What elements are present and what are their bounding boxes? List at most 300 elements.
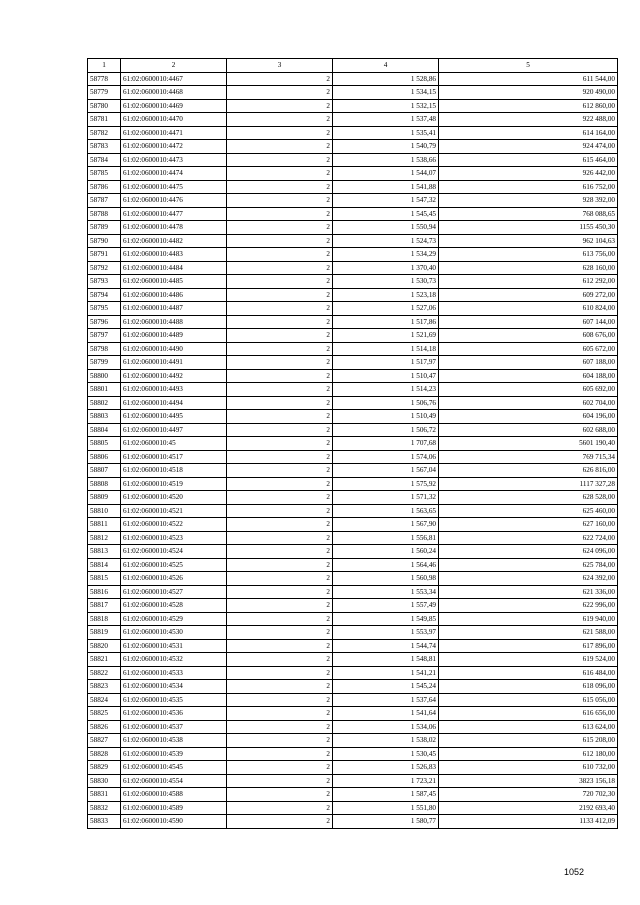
cell-row-number: 58787: [88, 194, 121, 208]
cell-cadastral-number: 61:02:0600010:4525: [121, 558, 227, 572]
cell-specific-value: 1 545,45: [333, 207, 439, 221]
cell-cadastral-value: 2192 693,40: [439, 801, 618, 815]
cell-category-code: 2: [227, 248, 333, 262]
cell-cadastral-number: 61:02:0600010:4467: [121, 72, 227, 86]
cell-row-number: 58790: [88, 234, 121, 248]
cell-category-code: 2: [227, 518, 333, 532]
cell-category-code: 2: [227, 221, 333, 235]
cell-category-code: 2: [227, 531, 333, 545]
cell-category-code: 2: [227, 288, 333, 302]
cell-specific-value: 1 540,79: [333, 140, 439, 154]
cell-category-code: 2: [227, 369, 333, 383]
cell-cadastral-number: 61:02:0600010:4532: [121, 653, 227, 667]
cell-cadastral-number: 61:02:0600010:4533: [121, 666, 227, 680]
table-row: [88, 86, 618, 100]
cell-category-code: 2: [227, 707, 333, 721]
cell-row-number: 58807: [88, 464, 121, 478]
cell-row-number: 58815: [88, 572, 121, 586]
cell-specific-value: 1 541,88: [333, 180, 439, 194]
cell-specific-value: 1 587,45: [333, 788, 439, 802]
cell-category-code: 2: [227, 329, 333, 343]
cell-category-code: 2: [227, 194, 333, 208]
cell-cadastral-number: 61:02:0600010:4484: [121, 261, 227, 275]
cell-specific-value: 1 538,66: [333, 153, 439, 167]
table-row: [88, 612, 618, 626]
table-row: [88, 734, 618, 748]
cell-category-code: 2: [227, 464, 333, 478]
table-row: [88, 248, 618, 262]
cell-specific-value: 1 560,24: [333, 545, 439, 559]
cell-cadastral-value: 625 784,00: [439, 558, 618, 572]
cell-category-code: 2: [227, 315, 333, 329]
cell-cadastral-number: 61:02:0600010:4487: [121, 302, 227, 316]
table-row: [88, 383, 618, 397]
header-cell-5: 5: [439, 59, 618, 73]
cell-row-number: 58811: [88, 518, 121, 532]
cell-cadastral-value: 922 488,00: [439, 113, 618, 127]
cell-cadastral-value: 613 756,00: [439, 248, 618, 262]
cell-cadastral-value: 619 524,00: [439, 653, 618, 667]
cell-row-number: 58828: [88, 747, 121, 761]
cell-category-code: 2: [227, 572, 333, 586]
cell-row-number: 58833: [88, 815, 121, 829]
cell-specific-value: 1 547,32: [333, 194, 439, 208]
cell-cadastral-number: 61:02:0600010:4517: [121, 450, 227, 464]
cell-cadastral-number: 61:02:0600010:4482: [121, 234, 227, 248]
cell-category-code: 2: [227, 261, 333, 275]
table-row: [88, 693, 618, 707]
cell-category-code: 2: [227, 626, 333, 640]
table-row: [88, 626, 618, 640]
table-row: [88, 288, 618, 302]
cell-row-number: 58825: [88, 707, 121, 721]
cell-cadastral-number: 61:02:0600010:4472: [121, 140, 227, 154]
cell-row-number: 58799: [88, 356, 121, 370]
table-row: [88, 140, 618, 154]
cell-specific-value: 1 560,98: [333, 572, 439, 586]
cell-category-code: 2: [227, 356, 333, 370]
cell-cadastral-number: 61:02:0600010:4477: [121, 207, 227, 221]
cell-category-code: 2: [227, 167, 333, 181]
table-row: [88, 491, 618, 505]
cell-specific-value: 1 514,18: [333, 342, 439, 356]
cell-category-code: 2: [227, 491, 333, 505]
cell-row-number: 58820: [88, 639, 121, 653]
cell-cadastral-value: 611 544,00: [439, 72, 618, 86]
cell-cadastral-value: 926 442,00: [439, 167, 618, 181]
table-row: [88, 167, 618, 181]
cell-cadastral-value: 1117 327,28: [439, 477, 618, 491]
cell-specific-value: 1 370,40: [333, 261, 439, 275]
cell-cadastral-value: 962 104,63: [439, 234, 618, 248]
cell-specific-value: 1 548,81: [333, 653, 439, 667]
cell-cadastral-value: 616 752,00: [439, 180, 618, 194]
cell-specific-value: 1 545,24: [333, 680, 439, 694]
cell-specific-value: 1 723,21: [333, 774, 439, 788]
cell-cadastral-value: 605 672,00: [439, 342, 618, 356]
cell-row-number: 58789: [88, 221, 121, 235]
cell-specific-value: 1 553,34: [333, 585, 439, 599]
cell-cadastral-number: 61:02:0600010:4490: [121, 342, 227, 356]
header-cell-3: 3: [227, 59, 333, 73]
cell-cadastral-number: 61:02:0600010:4497: [121, 423, 227, 437]
cell-specific-value: 1 510,47: [333, 369, 439, 383]
cell-specific-value: 1 544,07: [333, 167, 439, 181]
cell-row-number: 58802: [88, 396, 121, 410]
cell-category-code: 2: [227, 599, 333, 613]
cell-row-number: 58781: [88, 113, 121, 127]
cell-cadastral-number: 61:02:0600010:4470: [121, 113, 227, 127]
cell-category-code: 2: [227, 410, 333, 424]
cell-specific-value: 1 537,48: [333, 113, 439, 127]
cell-category-code: 2: [227, 693, 333, 707]
table-row: [88, 801, 618, 815]
cell-cadastral-number: 61:02:0600010:4536: [121, 707, 227, 721]
cell-specific-value: 1 510,49: [333, 410, 439, 424]
cell-cadastral-number: 61:02:0600010:4473: [121, 153, 227, 167]
cell-cadastral-number: 61:02:0600010:4534: [121, 680, 227, 694]
cell-specific-value: 1 551,80: [333, 801, 439, 815]
cell-row-number: 58827: [88, 734, 121, 748]
cell-cadastral-number: 61:02:0600010:4519: [121, 477, 227, 491]
table-row: [88, 72, 618, 86]
cell-specific-value: 1 707,68: [333, 437, 439, 451]
table-row: [88, 356, 618, 370]
cell-cadastral-value: 628 160,00: [439, 261, 618, 275]
table-row: [88, 126, 618, 140]
table-row: [88, 261, 618, 275]
table-row: [88, 234, 618, 248]
cell-row-number: 58830: [88, 774, 121, 788]
cell-cadastral-number: 61:02:0600010:4530: [121, 626, 227, 640]
cell-cadastral-value: 616 656,00: [439, 707, 618, 721]
cell-row-number: 58780: [88, 99, 121, 113]
cell-row-number: 58804: [88, 423, 121, 437]
cell-row-number: 58785: [88, 167, 121, 181]
cell-cadastral-value: 602 688,00: [439, 423, 618, 437]
table-row: [88, 275, 618, 289]
cell-specific-value: 1 567,04: [333, 464, 439, 478]
table-row: [88, 99, 618, 113]
cell-category-code: 2: [227, 720, 333, 734]
cell-cadastral-number: 61:02:0600010:4475: [121, 180, 227, 194]
table-row: [88, 599, 618, 613]
cell-specific-value: 1 549,85: [333, 612, 439, 626]
cell-category-code: 2: [227, 140, 333, 154]
table-row: [88, 504, 618, 518]
cell-row-number: 58822: [88, 666, 121, 680]
table-row: [88, 477, 618, 491]
cell-row-number: 58796: [88, 315, 121, 329]
cell-category-code: 2: [227, 761, 333, 775]
cell-specific-value: 1 514,23: [333, 383, 439, 397]
table-row: [88, 153, 618, 167]
header-cell-4: 4: [333, 59, 439, 73]
cell-cadastral-number: 61:02:0600010:4589: [121, 801, 227, 815]
cell-row-number: 58814: [88, 558, 121, 572]
cell-row-number: 58823: [88, 680, 121, 694]
cell-specific-value: 1 537,64: [333, 693, 439, 707]
cell-row-number: 58797: [88, 329, 121, 343]
cell-category-code: 2: [227, 153, 333, 167]
cell-row-number: 58817: [88, 599, 121, 613]
cell-cadastral-value: 612 292,00: [439, 275, 618, 289]
table-row: [88, 653, 618, 667]
cell-cadastral-value: 609 272,00: [439, 288, 618, 302]
cell-cadastral-number: 61:02:0600010:4527: [121, 585, 227, 599]
cell-specific-value: 1 575,92: [333, 477, 439, 491]
cell-cadastral-number: 61:02:0600010:4495: [121, 410, 227, 424]
cell-category-code: 2: [227, 72, 333, 86]
cell-cadastral-value: 602 704,00: [439, 396, 618, 410]
cell-row-number: 58824: [88, 693, 121, 707]
cell-row-number: 58792: [88, 261, 121, 275]
cell-cadastral-value: 1133 412,09: [439, 815, 618, 829]
cell-row-number: 58793: [88, 275, 121, 289]
table-row: [88, 302, 618, 316]
cell-specific-value: 1 571,32: [333, 491, 439, 505]
cell-specific-value: 1 556,81: [333, 531, 439, 545]
cell-cadastral-number: 61:02:0600010:4488: [121, 315, 227, 329]
table-row: [88, 815, 618, 829]
cell-cadastral-value: 720 702,30: [439, 788, 618, 802]
cell-cadastral-number: 61:02:0600010:4537: [121, 720, 227, 734]
cell-category-code: 2: [227, 99, 333, 113]
cell-category-code: 2: [227, 815, 333, 829]
cell-cadastral-value: 625 460,00: [439, 504, 618, 518]
cell-category-code: 2: [227, 545, 333, 559]
cell-cadastral-value: 624 392,00: [439, 572, 618, 586]
cell-specific-value: 1 567,90: [333, 518, 439, 532]
cell-cadastral-number: 61:02:0600010:4492: [121, 369, 227, 383]
cell-category-code: 2: [227, 734, 333, 748]
cell-row-number: 58832: [88, 801, 121, 815]
cell-cadastral-value: 615 056,00: [439, 693, 618, 707]
cell-cadastral-number: 61:02:0600010:4494: [121, 396, 227, 410]
cell-cadastral-value: 769 715,34: [439, 450, 618, 464]
cell-row-number: 58806: [88, 450, 121, 464]
cell-cadastral-value: 622 724,00: [439, 531, 618, 545]
cell-category-code: 2: [227, 234, 333, 248]
cell-category-code: 2: [227, 275, 333, 289]
cell-specific-value: 1 563,65: [333, 504, 439, 518]
cell-specific-value: 1 528,86: [333, 72, 439, 86]
cell-cadastral-value: 614 164,00: [439, 126, 618, 140]
cell-row-number: 58831: [88, 788, 121, 802]
cell-cadastral-number: 61:02:0600010:4469: [121, 99, 227, 113]
cell-category-code: 2: [227, 747, 333, 761]
table-row: [88, 369, 618, 383]
cell-row-number: 58818: [88, 612, 121, 626]
cell-cadastral-number: 61:02:0600010:4528: [121, 599, 227, 613]
cell-cadastral-value: 605 692,00: [439, 383, 618, 397]
cell-specific-value: 1 530,73: [333, 275, 439, 289]
table-row: [88, 545, 618, 559]
cell-row-number: 58778: [88, 72, 121, 86]
cell-cadastral-number: 61:02:0600010:4524: [121, 545, 227, 559]
cell-row-number: 58779: [88, 86, 121, 100]
table-row: [88, 342, 618, 356]
cell-cadastral-value: 621 588,00: [439, 626, 618, 640]
table-row: [88, 585, 618, 599]
table-row: [88, 221, 618, 235]
cell-category-code: 2: [227, 801, 333, 815]
cell-specific-value: 1 506,72: [333, 423, 439, 437]
cell-cadastral-number: 61:02:0600010:4468: [121, 86, 227, 100]
cell-row-number: 58795: [88, 302, 121, 316]
cell-row-number: 58819: [88, 626, 121, 640]
header-cell-2: 2: [121, 59, 227, 73]
cell-specific-value: 1 550,94: [333, 221, 439, 235]
cell-specific-value: 1 544,74: [333, 639, 439, 653]
table-row: [88, 410, 618, 424]
cell-category-code: 2: [227, 653, 333, 667]
cell-cadastral-value: 610 732,00: [439, 761, 618, 775]
cell-cadastral-value: 627 160,00: [439, 518, 618, 532]
cell-cadastral-number: 61:02:0600010:4554: [121, 774, 227, 788]
cell-row-number: 58816: [88, 585, 121, 599]
cell-specific-value: 1 534,29: [333, 248, 439, 262]
cell-category-code: 2: [227, 585, 333, 599]
cell-cadastral-value: 928 392,00: [439, 194, 618, 208]
cell-category-code: 2: [227, 639, 333, 653]
cell-category-code: 2: [227, 342, 333, 356]
cell-specific-value: 1 557,49: [333, 599, 439, 613]
cell-cadastral-number: 61:02:0600010:4493: [121, 383, 227, 397]
table-row: [88, 788, 618, 802]
table-row: [88, 464, 618, 478]
cell-specific-value: 1 564,46: [333, 558, 439, 572]
cell-row-number: 58805: [88, 437, 121, 451]
cell-cadastral-value: 604 188,00: [439, 369, 618, 383]
cell-specific-value: 1 521,69: [333, 329, 439, 343]
cell-cadastral-value: 924 474,00: [439, 140, 618, 154]
cell-specific-value: 1 534,15: [333, 86, 439, 100]
cell-row-number: 58794: [88, 288, 121, 302]
cell-category-code: 2: [227, 180, 333, 194]
cell-cadastral-value: 612 180,00: [439, 747, 618, 761]
cell-cadastral-number: 61:02:0600010:4535: [121, 693, 227, 707]
table-row: [88, 423, 618, 437]
cell-category-code: 2: [227, 774, 333, 788]
cell-specific-value: 1 526,83: [333, 761, 439, 775]
table-row: [88, 194, 618, 208]
table-row: [88, 572, 618, 586]
cell-row-number: 58783: [88, 140, 121, 154]
cell-cadastral-value: 607 188,00: [439, 356, 618, 370]
table-row: [88, 558, 618, 572]
cell-specific-value: 1 523,18: [333, 288, 439, 302]
cell-category-code: 2: [227, 86, 333, 100]
table-row: [88, 666, 618, 680]
cell-cadastral-value: 5601 190,40: [439, 437, 618, 451]
cell-cadastral-value: 604 196,00: [439, 410, 618, 424]
cell-row-number: 58810: [88, 504, 121, 518]
cell-cadastral-value: 619 940,00: [439, 612, 618, 626]
cell-cadastral-number: 61:02:0600010:4522: [121, 518, 227, 532]
table-row: [88, 774, 618, 788]
cell-cadastral-value: 613 624,00: [439, 720, 618, 734]
cell-cadastral-number: 61:02:0600010:4476: [121, 194, 227, 208]
cell-cadastral-number: 61:02:0600010:4478: [121, 221, 227, 235]
cell-specific-value: 1 541,64: [333, 707, 439, 721]
cell-category-code: 2: [227, 504, 333, 518]
cell-cadastral-value: 768 088,65: [439, 207, 618, 221]
cell-cadastral-value: 1155 450,30: [439, 221, 618, 235]
cell-category-code: 2: [227, 788, 333, 802]
cell-specific-value: 1 541,21: [333, 666, 439, 680]
page-number: 1052: [563, 867, 584, 877]
cell-cadastral-number: 61:02:0600010:4529: [121, 612, 227, 626]
cell-category-code: 2: [227, 383, 333, 397]
table-row: [88, 680, 618, 694]
cell-specific-value: 1 553,97: [333, 626, 439, 640]
table-row: [88, 315, 618, 329]
cell-cadastral-number: 61:02:0600010:4523: [121, 531, 227, 545]
cell-row-number: 58808: [88, 477, 121, 491]
cell-row-number: 58791: [88, 248, 121, 262]
cell-cadastral-number: 61:02:0600010:4491: [121, 356, 227, 370]
table-row: [88, 396, 618, 410]
cell-specific-value: 1 532,15: [333, 99, 439, 113]
table-row: [88, 207, 618, 221]
table-row: [88, 180, 618, 194]
cell-cadastral-value: 615 208,00: [439, 734, 618, 748]
cell-cadastral-value: 607 144,00: [439, 315, 618, 329]
cell-cadastral-value: 622 996,00: [439, 599, 618, 613]
cell-cadastral-value: 626 816,00: [439, 464, 618, 478]
document-table: [87, 58, 618, 829]
cell-cadastral-value: 615 464,00: [439, 153, 618, 167]
cell-cadastral-number: 61:02:0600010:4539: [121, 747, 227, 761]
table-body: [88, 72, 618, 828]
cell-category-code: 2: [227, 477, 333, 491]
table-row: [88, 761, 618, 775]
cell-row-number: 58813: [88, 545, 121, 559]
cell-cadastral-number: 61:02:0600010:4520: [121, 491, 227, 505]
cell-cadastral-value: 608 676,00: [439, 329, 618, 343]
table-row: [88, 329, 618, 343]
cell-cadastral-value: 628 528,00: [439, 491, 618, 505]
cell-specific-value: 1 534,06: [333, 720, 439, 734]
cell-category-code: 2: [227, 450, 333, 464]
cell-cadastral-number: 61:02:0600010:4588: [121, 788, 227, 802]
cell-cadastral-value: 3823 156,18: [439, 774, 618, 788]
cell-specific-value: 1 535,41: [333, 126, 439, 140]
table-row: [88, 450, 618, 464]
cell-specific-value: 1 524,73: [333, 234, 439, 248]
table-row: [88, 720, 618, 734]
cell-specific-value: 1 517,86: [333, 315, 439, 329]
table-row: [88, 518, 618, 532]
table-row: [88, 531, 618, 545]
cell-row-number: 58826: [88, 720, 121, 734]
cell-category-code: 2: [227, 423, 333, 437]
header-cell-1: 1: [88, 59, 121, 73]
table-row: [88, 747, 618, 761]
cell-row-number: 58801: [88, 383, 121, 397]
cell-cadastral-number: 61:02:0600010:4483: [121, 248, 227, 262]
cell-cadastral-value: 612 860,00: [439, 99, 618, 113]
table-header-row: [88, 59, 618, 73]
cell-cadastral-value: 621 336,00: [439, 585, 618, 599]
cell-category-code: 2: [227, 396, 333, 410]
cell-category-code: 2: [227, 666, 333, 680]
cell-cadastral-number: 61:02:0600010:4486: [121, 288, 227, 302]
cell-specific-value: 1 574,06: [333, 450, 439, 464]
cell-row-number: 58788: [88, 207, 121, 221]
cell-category-code: 2: [227, 680, 333, 694]
